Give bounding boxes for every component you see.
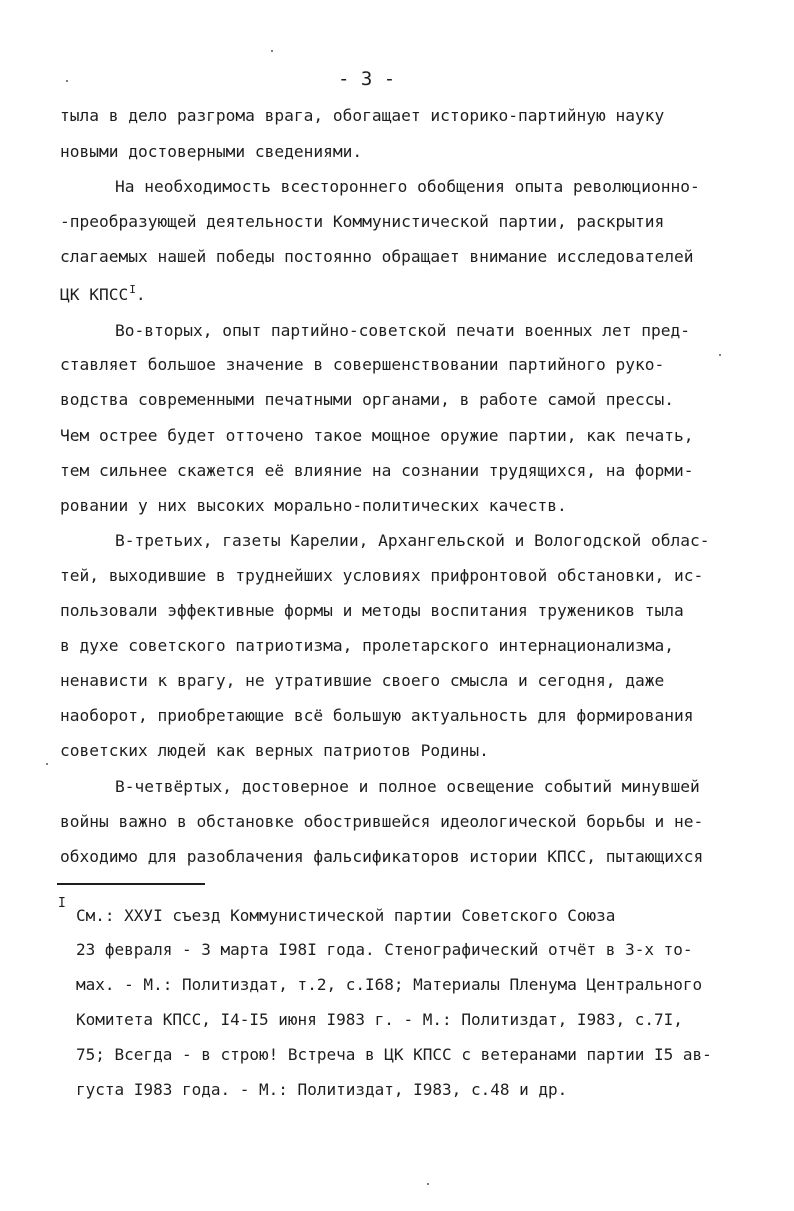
body-line: в духе советского патриотизма, пролетарского интернационализма, — [60, 636, 674, 655]
body-line: тей, выходившие в труднейших условиях прифронтовой обстановки, ис- — [60, 566, 704, 585]
footnote-mark: I — [58, 896, 66, 911]
body-line: Во-вторых, опыт партийно-советской печати военных лет пред- — [115, 321, 690, 340]
body-line: ненависти к врагу, не утратившие своего смысла и сегодня, даже — [60, 671, 665, 690]
body-line: новыми достоверными сведениями. — [60, 142, 363, 161]
body-line: На необходимость всестороннего обобщения опыта революционно- — [115, 177, 700, 196]
scan-speck — [46, 763, 48, 765]
body-line: ставляет большое значение в совершенствовании партийного руко- — [60, 355, 665, 374]
body-line: тыла в дело разгрома врага, обогащает историко-партийную науку — [60, 106, 665, 125]
footnote-line: 75; Всегда - в строю! Встреча в ЦК КПСС с ветеранами партии I5 ав- — [76, 1045, 712, 1064]
footnote-line: См.: ХХУI съезд Коммунистической партии Советского Союза — [76, 906, 616, 925]
body-line: обходимо для разоблачения фальсификаторов истории КПСС, пытающихся — [60, 847, 704, 866]
body-line: слагаемых нашей победы постоянно обращает внимание исследователей — [60, 247, 694, 266]
footnote-line: мах. - М.: Политиздат, т.2, с.I68; Материалы Пленума Центрального — [76, 975, 703, 994]
body-line: -преобразующей деятельности Коммунистической партии, раскрытия — [60, 212, 665, 231]
body-line-with-footnote-ref — [60, 285, 146, 304]
scan-speck — [427, 1183, 429, 1185]
scan-speck — [719, 354, 721, 356]
footnote-separator — [57, 883, 205, 885]
body-line: В-третьих, газеты Карелии, Архангельской и Вологодской облас- — [115, 531, 710, 550]
footnote-line: густа I983 года. - М.: Политиздат, I983, с.48 и др. — [76, 1080, 568, 1099]
body-line: ровании у них высоких морально-политических качеств. — [60, 496, 567, 515]
body-line: наоборот, приобретающие всё большую актуальность для формирования — [60, 706, 694, 725]
footnote-line: Комитета КПСС, I4-I5 июня I983 г. - М.: Политиздат, I983, с.7I, — [76, 1010, 683, 1029]
footnote-ref-marker: I — [129, 283, 136, 296]
body-line: тем сильнее скажется её влияние на сознании трудящихся, на форми- — [60, 461, 694, 480]
page-number: - 3 - — [338, 68, 396, 90]
footnote-line: 23 февраля - 3 марта I98I года. Стенографический отчёт в 3-х то- — [76, 940, 693, 959]
scan-speck — [66, 80, 68, 82]
body-line: Чем острее будет отточено такое мощное оружие партии, как печать, — [60, 426, 694, 445]
scan-speck — [271, 50, 273, 52]
body-line: В-четвёртых, достоверное и полное освещение событий минувшей — [115, 777, 700, 796]
body-line-text: ЦК КПСС — [60, 285, 129, 304]
body-line: войны важно в обстановке обострившейся идеологической борьбы и не- — [60, 812, 704, 831]
terminal-period: . — [135, 285, 146, 304]
body-line: водства современными печатными органами, в работе самой прессы. — [60, 390, 674, 409]
body-line: пользовали эффективные формы и методы воспитания тружеников тыла — [60, 601, 684, 620]
body-line: советских людей как верных патриотов Родины. — [60, 741, 489, 760]
